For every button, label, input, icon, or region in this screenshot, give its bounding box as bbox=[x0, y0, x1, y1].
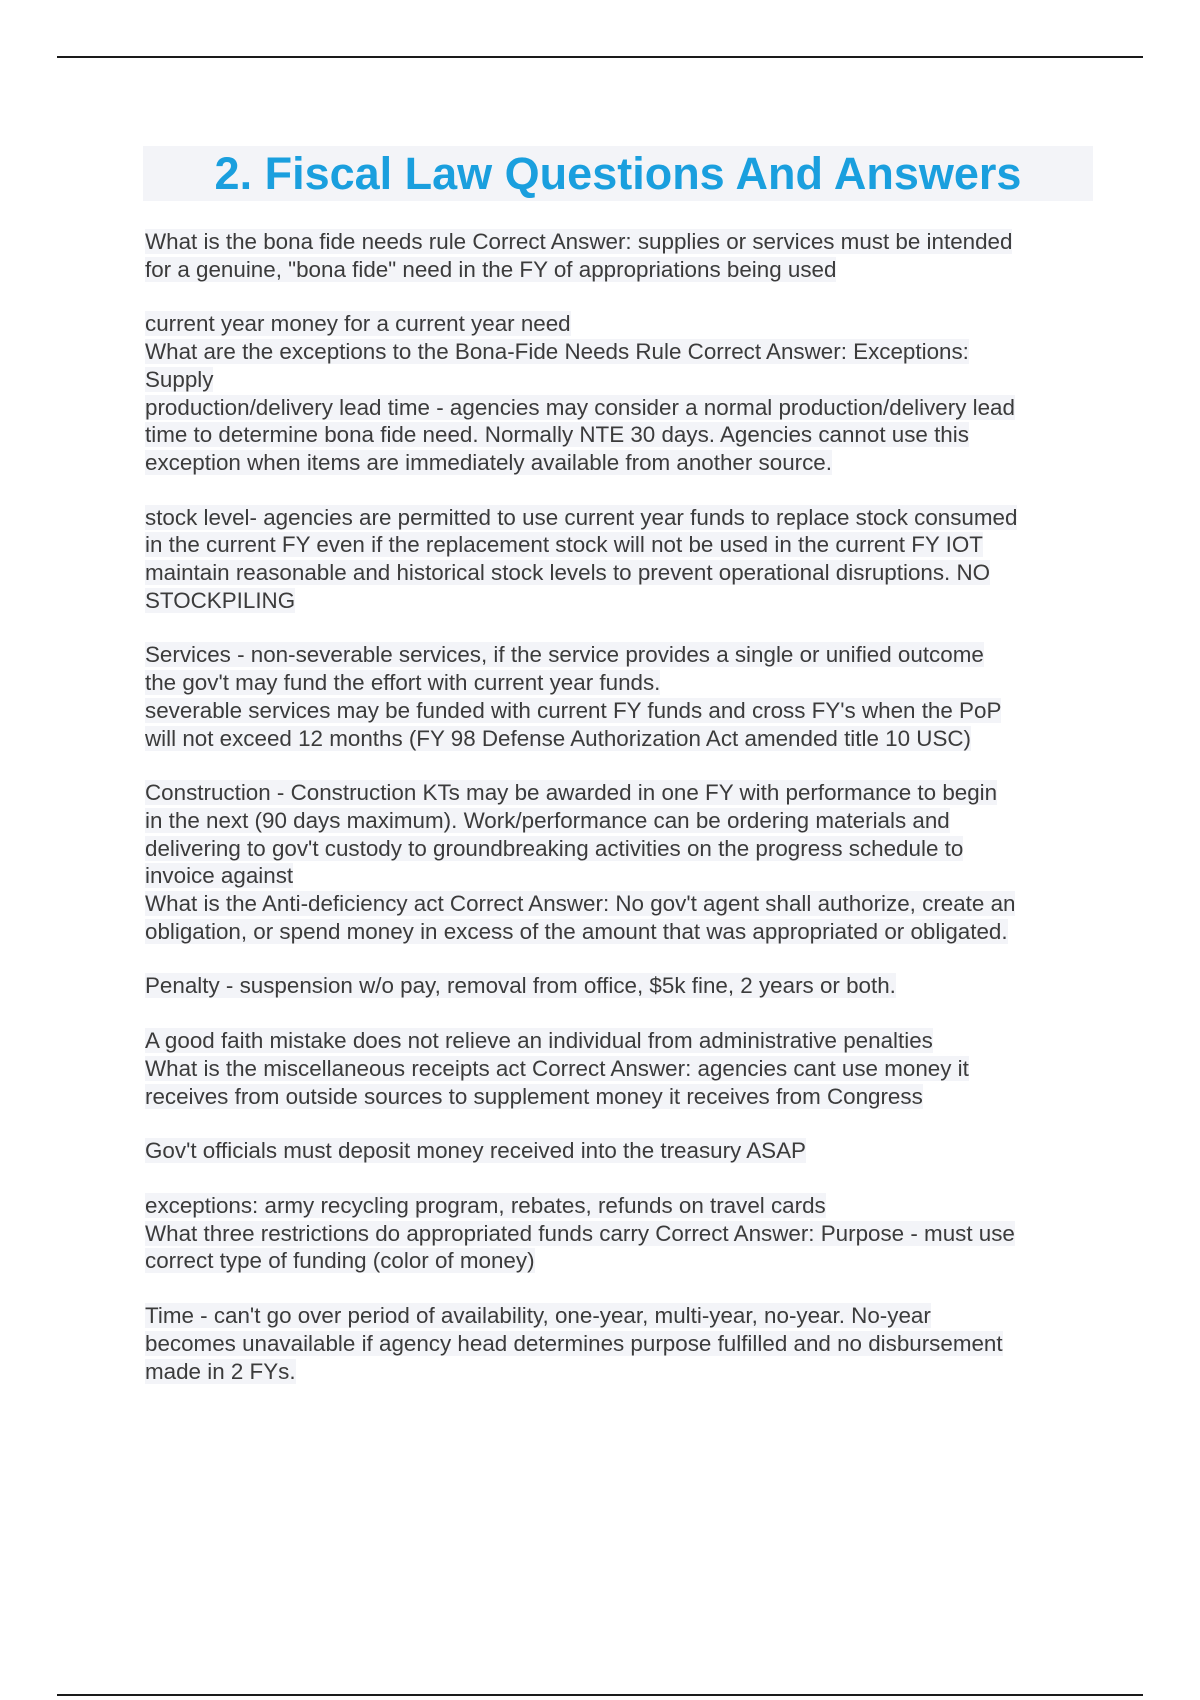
line-text: becomes unavailable if agency head determines purpose fulfilled and no disbursement bbox=[145, 1330, 1003, 1356]
line-text: What is the bona fide needs rule Correct Answer: supplies or services must be intended bbox=[145, 229, 1013, 254]
line-text: made in 2 FYs. bbox=[145, 1358, 296, 1384]
paragraph-exceptions bbox=[145, 310, 1095, 476]
paragraph-penalty bbox=[145, 972, 1095, 1000]
line-text: Gov't officials must deposit money received into the treasury ASAP bbox=[145, 1138, 806, 1164]
paragraph-deposit bbox=[145, 1137, 1095, 1165]
text-line bbox=[145, 862, 1095, 890]
text-line bbox=[145, 972, 1095, 1000]
text-line bbox=[145, 531, 1095, 559]
text-line bbox=[145, 1302, 1095, 1330]
text-line bbox=[145, 641, 1095, 669]
text-line bbox=[145, 1192, 1095, 1220]
document-body bbox=[145, 228, 1095, 1412]
text-line bbox=[145, 1330, 1095, 1358]
text-line bbox=[145, 587, 1095, 615]
line-text: production/delivery lead time - agencies may consider a normal production/delivery lead bbox=[145, 394, 1015, 420]
line-text: correct type of funding (color of money) bbox=[145, 1248, 535, 1274]
text-line bbox=[145, 559, 1095, 587]
paragraph-services bbox=[145, 641, 1095, 752]
text-line bbox=[145, 504, 1095, 532]
line-text: in the current FY even if the replacement stock will not be used in the current FY IOT bbox=[145, 532, 983, 558]
text-line bbox=[145, 310, 1095, 338]
paragraph-construction bbox=[145, 779, 1095, 945]
paragraph-exceptions-recycling bbox=[145, 1192, 1095, 1275]
line-text: exceptions: army recycling program, rebates, refunds on travel cards bbox=[145, 1192, 826, 1218]
paragraph-time bbox=[145, 1302, 1095, 1385]
line-text: Services - non-severable services, if the service provides a single or unified outcome bbox=[145, 642, 984, 668]
text-line bbox=[145, 394, 1095, 422]
text-line bbox=[145, 725, 1095, 753]
line-text: What is the Anti-deficiency act Correct Answer: No gov't agent shall authorize, create an bbox=[145, 891, 1016, 917]
text-line bbox=[145, 1027, 1095, 1055]
line-text: Construction - Construction KTs may be awarded in one FY with performance to begin bbox=[145, 780, 998, 806]
line-text: current year money for a current year need bbox=[145, 311, 571, 337]
line-text: time to determine bona fide need. Normally NTE 30 days. Agencies cannot use this bbox=[145, 422, 969, 448]
paragraph-good-faith bbox=[145, 1027, 1095, 1110]
top-rule bbox=[57, 56, 1143, 58]
paragraph-bona-fide-rule bbox=[145, 228, 1095, 283]
paragraph-stock-level bbox=[145, 504, 1095, 615]
text-line bbox=[145, 421, 1095, 449]
text-line bbox=[145, 669, 1095, 697]
line-text: obligation, or spend money in excess of the amount that was appropriated or obligated. bbox=[145, 918, 1008, 944]
line-text: delivering to gov't custody to groundbreaking activities on the progress schedule to bbox=[145, 835, 964, 861]
text-line bbox=[145, 449, 1095, 477]
document-title: 2. Fiscal Law Questions And Answers bbox=[214, 148, 1022, 199]
text-line bbox=[145, 338, 1095, 366]
text-line bbox=[145, 1137, 1095, 1165]
line-text: A good faith mistake does not relieve an individual from administrative penalties bbox=[145, 1028, 933, 1054]
text-line bbox=[145, 256, 1095, 284]
text-line bbox=[145, 918, 1095, 946]
text-line bbox=[145, 1247, 1095, 1275]
line-text: What are the exceptions to the Bona-Fide Needs Rule Correct Answer: Exceptions: bbox=[145, 339, 969, 365]
line-text: the gov't may fund the effort with current year funds. bbox=[145, 670, 661, 696]
line-text: What is the miscellaneous receipts act Correct Answer: agencies cant use money it bbox=[145, 1055, 969, 1081]
text-line bbox=[145, 1220, 1095, 1248]
line-text: Supply bbox=[145, 366, 214, 392]
line-text: exception when items are immediately available from another source. bbox=[145, 449, 832, 475]
line-text: invoice against bbox=[145, 863, 294, 889]
text-line bbox=[145, 366, 1095, 394]
bottom-rule bbox=[57, 1694, 1143, 1696]
text-line bbox=[145, 1055, 1095, 1083]
text-line bbox=[145, 1083, 1095, 1111]
text-line bbox=[145, 228, 1095, 256]
text-line bbox=[145, 697, 1095, 725]
text-line bbox=[145, 807, 1095, 835]
line-text: in the next (90 days maximum). Work/performance can be ordering materials and bbox=[145, 807, 950, 833]
line-text: stock level- agencies are permitted to use current year funds to replace stock consumed bbox=[145, 504, 1018, 530]
line-text: What three restrictions do appropriated funds carry Correct Answer: Purpose - must use bbox=[145, 1220, 1015, 1246]
text-line bbox=[145, 779, 1095, 807]
line-text: Penalty - suspension w/o pay, removal from office, $5k fine, 2 years or both. bbox=[145, 973, 896, 999]
text-line bbox=[145, 1358, 1095, 1386]
line-text: STOCKPILING bbox=[145, 587, 296, 613]
line-text: will not exceed 12 months (FY 98 Defense Authorization Act amended title 10 USC) bbox=[145, 725, 972, 751]
line-text: severable services may be funded with current FY funds and cross FY's when the PoP bbox=[145, 697, 1002, 723]
line-text: maintain reasonable and historical stock levels to prevent operational disruptions. NO bbox=[145, 560, 991, 586]
text-line bbox=[145, 835, 1095, 863]
line-text: Time - can't go over period of availability, one-year, multi-year, no-year. No-year bbox=[145, 1303, 931, 1329]
line-text: receives from outside sources to supplement money it receives from Congress bbox=[145, 1083, 923, 1109]
text-line bbox=[145, 890, 1095, 918]
line-text: for a genuine, "bona fide" need in the FY of appropriations being used bbox=[145, 256, 837, 282]
